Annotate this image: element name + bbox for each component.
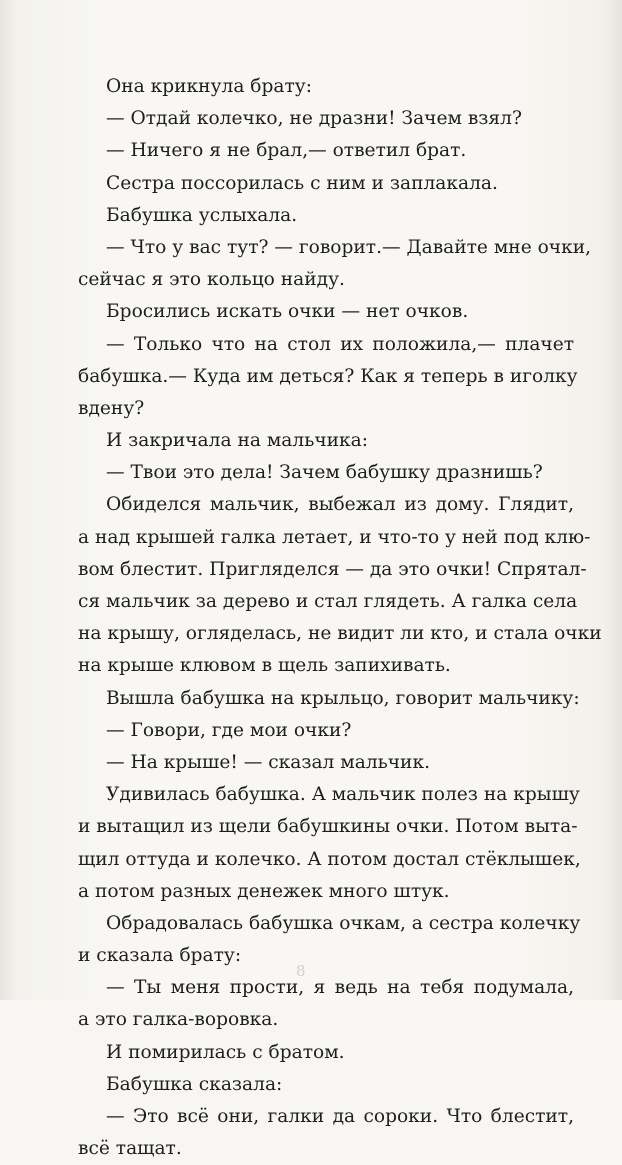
text-line: а над крышей галка летает, и что-то у ней под клю- bbox=[78, 526, 591, 548]
text-line: щил оттуда и колечко. А потом достал стёклышек, bbox=[78, 848, 581, 870]
text-line: Сестра поссорилась с ним и заплакала. bbox=[106, 172, 498, 194]
text-line: Бабушка сказала: bbox=[106, 1073, 283, 1095]
story-text bbox=[78, 71, 602, 1165]
text-line: — Что у вас тут? — говорит.— Давайте мне очки, bbox=[106, 236, 592, 258]
text-line: и сказала брату: bbox=[78, 945, 242, 967]
text-line: И закричала на мальчика: bbox=[106, 430, 368, 452]
text-line: всё тащат. bbox=[78, 1138, 182, 1160]
text-line: Удивилась бабушка. А мальчик полез на крышу bbox=[106, 784, 580, 806]
text-line: вдену? bbox=[78, 397, 145, 419]
text-line: и вытащил из щели бабушкины очки. Потом выта- bbox=[78, 816, 578, 838]
right-page-shadow bbox=[604, 0, 622, 1000]
text-line: на крышу, огляделась, не видит ли кто, и стала очки bbox=[78, 623, 602, 645]
text-line: — Это всё они, галки да сороки. Что блестит, bbox=[106, 1106, 574, 1127]
text-line: ся мальчик за дерево и стал глядеть. А галка села bbox=[78, 591, 578, 612]
text-line: — Твои это дела! Зачем бабушку дразнишь? bbox=[106, 462, 543, 484]
text-line: Бросились искать очки — нет очков. bbox=[106, 301, 469, 323]
text-line: Обрадовалась бабушка очкам, а сестра колечку bbox=[106, 912, 581, 934]
text-line: — Отдай колечко, не дразни! Зачем взял? bbox=[106, 108, 522, 130]
text-line: — На крыше! — сказал мальчик. bbox=[106, 751, 430, 773]
text-line: — Говори, где мои очки? bbox=[106, 719, 352, 741]
text-line: сейчас я это кольцо найду. bbox=[78, 269, 345, 291]
text-line: И помирилась с братом. bbox=[106, 1041, 345, 1063]
page-number: 8 bbox=[296, 962, 306, 980]
text-line: вом блестит. Пригляделся — да это очки! Спрятал- bbox=[78, 558, 587, 580]
text-line: Бабушка услыхала. bbox=[106, 204, 298, 226]
left-page-shadow bbox=[0, 0, 18, 1000]
text-line: а потом разных денежек много штук. bbox=[78, 880, 450, 902]
text-line: — Ты меня прости, я ведь на тебя подумала, bbox=[106, 977, 574, 999]
text-line: — Только что на стол их положила,— плачет bbox=[106, 333, 574, 355]
text-line: бабушка.— Куда им деться? Как я теперь в иголку bbox=[78, 365, 578, 387]
text-line: Она крикнула брату: bbox=[106, 76, 312, 97]
text-line: Обиделся мальчик, выбежал из дому. Глядит, bbox=[106, 494, 574, 516]
text-line: на крыше клювом в щель запихивать. bbox=[78, 655, 451, 677]
text-line: Вышла бабушка на крыльцо, говорит мальчику: bbox=[106, 687, 580, 709]
text-line: а это галка-воровка. bbox=[78, 1009, 279, 1031]
text-line: — Ничего я не брал,— ответил брат. bbox=[106, 140, 467, 162]
